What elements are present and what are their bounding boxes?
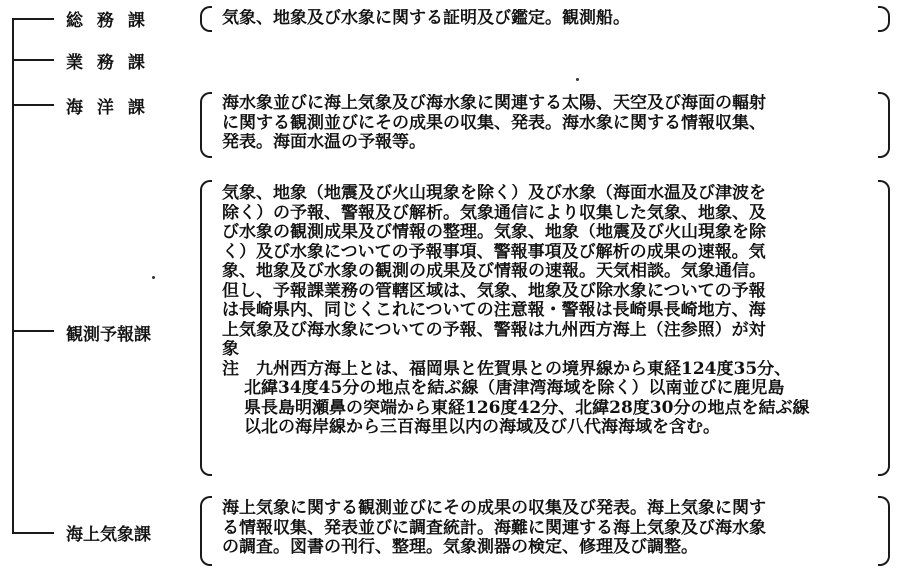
duty-line: 上気象及び海水象についての予報、警報は九州西方海上（注参照）が対 (222, 320, 766, 340)
left-bracket (200, 496, 212, 566)
right-bracket (878, 6, 890, 32)
dept-duties-kaiyo (200, 92, 890, 158)
duty-line: の調査。図書の刊行、整理。気象測器の検定、修理及び調整。 (222, 538, 698, 557)
note-line: 県長島明瀬鼻の突端から東経126度42分、北緯28度30分の地点を結ぶ線 (244, 398, 810, 418)
speck (576, 78, 579, 81)
duty-line: 発表。海面水温の予報等。 (222, 133, 426, 152)
speck (152, 276, 155, 279)
duty-line: 但し、予報課業務の管轄区域は、気象、地象及び除水象についての予報 (222, 281, 766, 301)
duty-line: 海上気象に関する観測並びにその成果の収集及び発表。海上気象に関す (222, 499, 766, 518)
note-label: 注 (222, 359, 239, 379)
duty-line: 気象、地象（地震及び火山現象を除く）及び水象（海面水温及び津波を (222, 184, 766, 203)
note-line (222, 360, 868, 380)
branch-line-kansoku (12, 330, 54, 332)
branch-line-gyomu (12, 59, 54, 61)
left-bracket (200, 92, 212, 158)
duty-line: び水象の観測成果及び情報の整理。気象、地象（地震及び火山現象を除 (222, 223, 766, 242)
dept-name-gyomu: 業 務 課 (66, 53, 149, 73)
dept-name-kansoku: 観測予報課 (66, 325, 151, 345)
right-bracket (878, 496, 890, 566)
duty-line: 海水象並びに海上気象及び海水象に関連する太陽、天空及び海面の輻射 (222, 94, 766, 113)
duty-line: 象、地象及び水象の観測の成果及び情報の速報。天気相談。気象通信。 (222, 262, 766, 281)
duty-line: 除く）の予報、警報及び解析。気象通信により収集した気象、地象、及 (222, 203, 766, 223)
dept-duties-kaijo (200, 496, 890, 566)
duty-line: る情報収集、発表並びに調査統計。海難に関連する海上気象及び海水象 (222, 518, 766, 538)
duty-line: 気象、地象及び水象に関する証明及び鑑定。観測船。 (222, 9, 630, 28)
right-bracket (878, 92, 890, 158)
note-line: 以北の海岸線から三百海里以内の海域及び八代海海域を含む。 (244, 418, 720, 437)
right-bracket (878, 180, 890, 476)
dept-name-somu: 総 務 課 (66, 11, 149, 31)
left-bracket (200, 6, 212, 32)
dept-name-kaiyo: 海 洋 課 (66, 98, 149, 118)
dept-duties-kansoku (200, 180, 890, 476)
tree-trunk-line (12, 18, 14, 534)
note-text: 九州西方海上とは、福岡県と佐賀県との境界線から東経124度35分、 (256, 359, 792, 379)
dept-name-kaijo: 海上気象課 (66, 525, 151, 545)
left-bracket (200, 180, 212, 476)
duty-line: く）及び水象についての予報事項、警報事項及び解析の成果の速報。気 (222, 242, 766, 262)
branch-line-kaiyo (12, 104, 54, 106)
duty-line: 象 (222, 340, 239, 359)
branch-line-kaijo (12, 532, 54, 534)
dept-duties-somu (200, 6, 890, 32)
duty-line: に関する観測並びにその成果の収集、発表。海水象に関する情報収集、 (222, 113, 766, 133)
duty-line: は長崎県内、同じくこれについての注意報・警報は長崎県長崎地方、海 (222, 301, 766, 320)
note-line: 北緯34度45分の地点を結ぶ線（唐津湾海域を除く）以南並びに鹿児島 (244, 379, 785, 398)
branch-line-somu (12, 18, 54, 20)
